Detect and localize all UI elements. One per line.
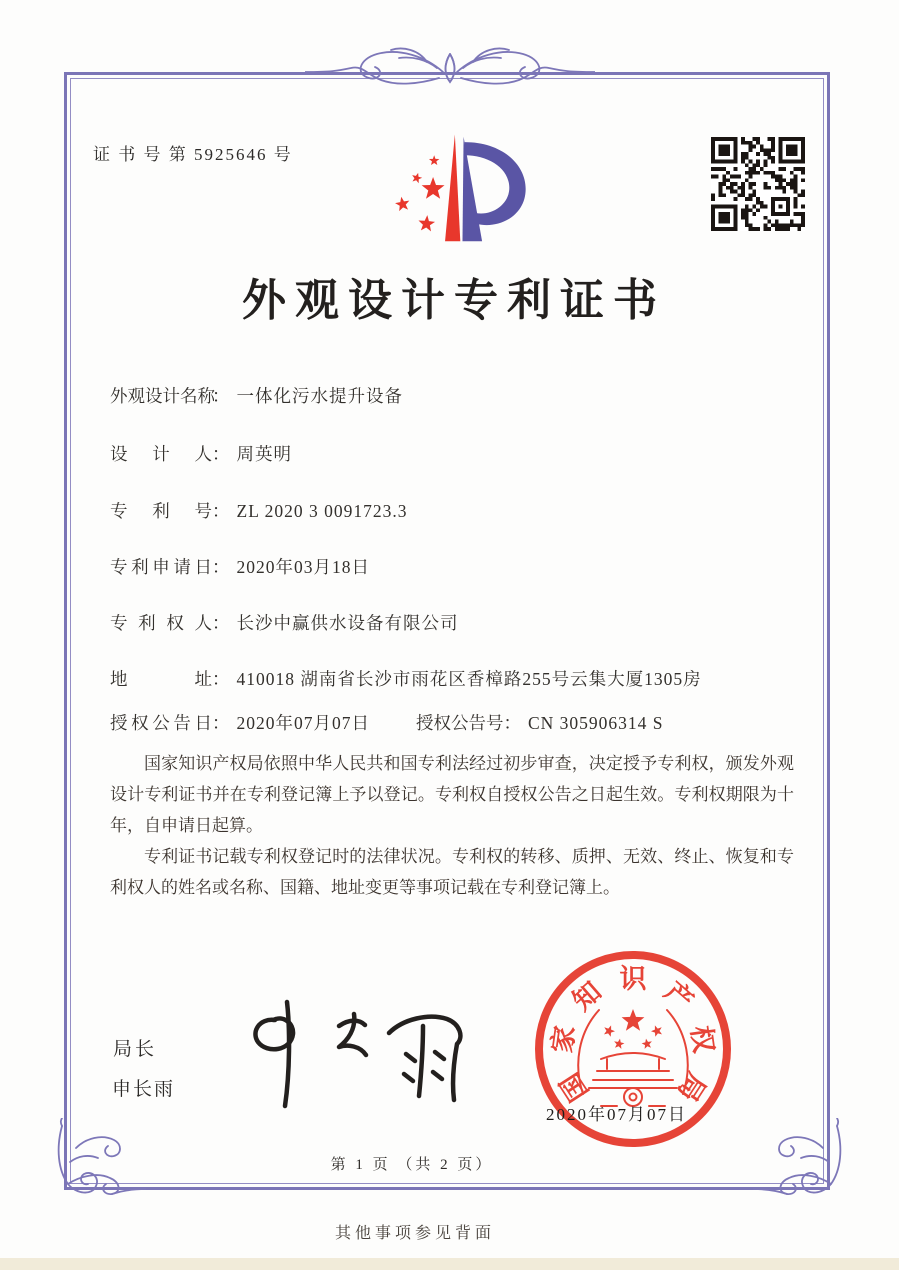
field-label: 授权公告号 [416, 713, 504, 733]
field-value: 周英明 [236, 444, 292, 464]
qr-code [711, 137, 805, 231]
field-value: 410018 湖南省长沙市雨花区香樟路255号云集大厦1305房 [236, 669, 702, 689]
field-colon: ： [212, 501, 230, 521]
field-design-name [110, 383, 403, 408]
field-label: 专利申请日 [110, 557, 212, 577]
back-side-note: 其他事项参见背面 [334, 1225, 495, 1242]
certificate-body-text [110, 748, 794, 903]
field-colon: ： [212, 713, 230, 733]
field-value: ZL 2020 3 0091723.3 [236, 501, 408, 521]
svg-text:权: 权 [685, 1023, 720, 1055]
field-label: 授权公告日 [110, 713, 212, 733]
field-value: 2020年07月07日 [236, 713, 370, 733]
svg-text:局: 局 [671, 1067, 712, 1107]
field-colon: ： [212, 557, 230, 577]
field-designer [110, 441, 292, 466]
field-colon: ： [212, 613, 230, 633]
scan-edge-strip [0, 1258, 899, 1270]
field-colon: ： [212, 386, 230, 406]
body-paragraph-1: 国家知识产权局依照中华人民共和国专利法经过初步审查，决定授予专利权，颁发外观设计专利证书并在专利登记簿上予以登记。专利权自授权公告之日起生效。专利权期限为十年，自申请日起算。 [110, 754, 794, 835]
field-colon: ： [212, 444, 230, 464]
svg-text:知: 知 [567, 975, 608, 1017]
page-number: 第 1 页 （共 2 页） [330, 1157, 494, 1173]
field-label: 专利号 [110, 501, 212, 521]
field-value: CN 305906314 S [528, 713, 664, 733]
top-border-ornament-icon [305, 38, 595, 114]
field-value: 2020年03月18日 [236, 557, 370, 577]
field-application-date [110, 554, 370, 579]
field-patentee [110, 610, 459, 635]
director-signature-icon [243, 996, 471, 1111]
field-label: 专利权人 [110, 613, 212, 633]
field-label: 外观设计名称 [110, 386, 215, 406]
field-colon: ： [212, 669, 230, 689]
field-value: 长沙中赢供水设备有限公司 [236, 613, 459, 633]
certificate-title: 外观设计专利证书 [242, 276, 666, 325]
certificate-number: 证 书 号 第 5925646 号 [93, 145, 293, 164]
svg-text:产: 产 [658, 975, 699, 1017]
body-paragraph-2: 专利证书记载专利权登记时的法律状况。专利权的转移、质押、无效、终止、恢复和专利权人的姓名或名称、国籍、地址变更等事项记载在专利登记簿上。 [110, 847, 794, 897]
field-patent-number [110, 498, 407, 523]
signer-title: 局长 [113, 1039, 158, 1060]
field-label: 设计人 [110, 444, 212, 464]
field-grant-date-and-number [110, 710, 664, 735]
field-label: 地址 [110, 669, 212, 689]
signer-name: 申长雨 [112, 1079, 176, 1100]
field-address [110, 666, 702, 691]
field-colon: ： [503, 713, 521, 733]
cnipa-logo-icon [368, 128, 533, 250]
field-grant-number [416, 713, 664, 733]
field-value: 一体化污水提升设备 [236, 386, 403, 406]
seal-date: 2020年07月07日 [546, 1105, 687, 1124]
svg-text:识: 识 [619, 964, 647, 994]
svg-text:家: 家 [546, 1023, 581, 1055]
svg-text:国: 国 [554, 1067, 595, 1107]
